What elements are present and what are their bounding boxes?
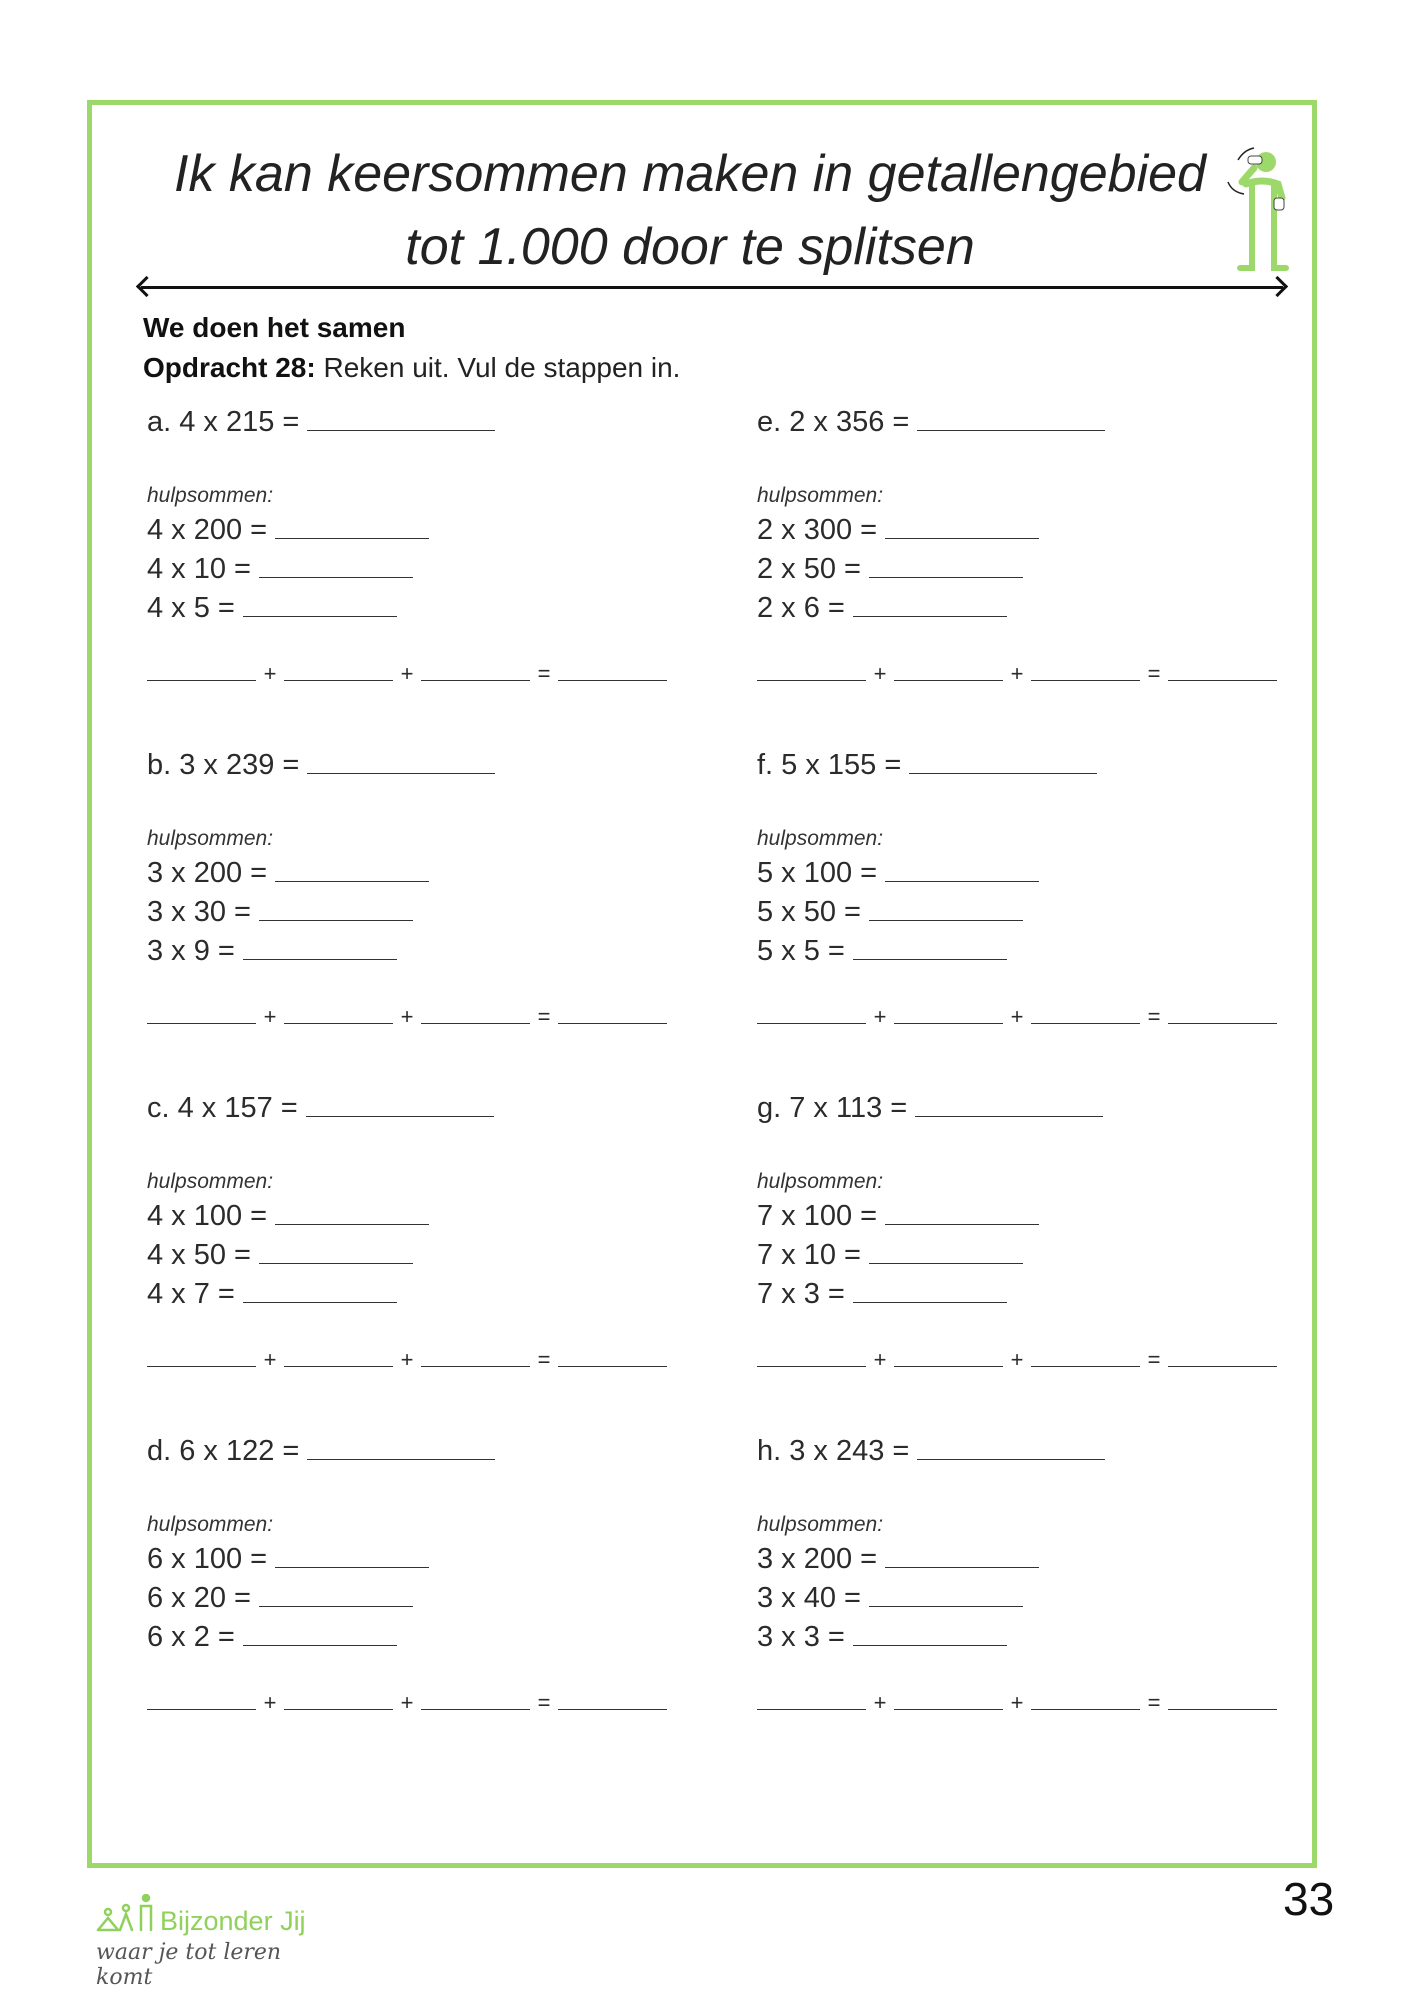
helper-step: [147, 553, 413, 586]
helper-label: hulpsommen:: [757, 1513, 884, 1536]
step-text: 6 x 2 =: [147, 1621, 235, 1653]
equals-sign: =: [1147, 1690, 1161, 1715]
step-answer-blank[interactable]: [275, 537, 429, 539]
helper-label: hulpsommen:: [147, 484, 274, 507]
problem-question: [757, 1435, 1105, 1468]
sum-blank[interactable]: [1031, 1365, 1140, 1367]
helper-label: hulpsommen:: [147, 1170, 274, 1193]
step-text: 3 x 30 =: [147, 896, 251, 928]
question-text: h. 3 x 243 =: [757, 1435, 910, 1467]
equals-sign: =: [537, 1347, 551, 1372]
helper-step: [147, 935, 397, 968]
step-answer-blank[interactable]: [885, 537, 1039, 539]
sum-blank[interactable]: [757, 1365, 866, 1367]
helper-step: [147, 1621, 397, 1654]
sum-blank[interactable]: [421, 1365, 530, 1367]
plus-sign: +: [263, 661, 277, 686]
helper-step: [757, 1621, 1007, 1654]
sum-blank[interactable]: [421, 1708, 530, 1710]
step-answer-blank[interactable]: [885, 1566, 1039, 1568]
step-answer-blank[interactable]: [869, 1605, 1023, 1607]
answer-blank[interactable]: [915, 1115, 1103, 1117]
helper-step: [757, 1200, 1039, 1233]
equals-sign: =: [1147, 1004, 1161, 1029]
sum-blank[interactable]: [284, 1022, 393, 1024]
problem-question: [147, 1092, 494, 1125]
helper-step: [147, 1200, 429, 1233]
helper-label: hulpsommen:: [757, 1170, 884, 1193]
step-text: 3 x 200 =: [147, 857, 268, 889]
step-answer-blank[interactable]: [275, 1566, 429, 1568]
step-answer-blank[interactable]: [275, 1223, 429, 1225]
helper-step: [147, 896, 413, 929]
step-answer-blank[interactable]: [869, 576, 1023, 578]
plus-sign: +: [873, 1347, 887, 1372]
helper-step: [757, 857, 1039, 890]
step-text: 5 x 100 =: [757, 857, 878, 889]
question-text: d. 6 x 122 =: [147, 1435, 300, 1467]
helper-step: [147, 1278, 397, 1311]
helper-step: [757, 896, 1023, 929]
sum-blank[interactable]: [894, 1365, 1003, 1367]
plus-sign: +: [400, 1004, 414, 1029]
question-text: f. 5 x 155 =: [757, 749, 902, 781]
total-blank[interactable]: [1168, 1365, 1277, 1367]
plus-sign: +: [263, 1347, 277, 1372]
sum-blank[interactable]: [284, 1708, 393, 1710]
assignment-label: Opdracht 28:: [143, 352, 316, 383]
total-blank[interactable]: [558, 1022, 667, 1024]
answer-blank[interactable]: [306, 1115, 494, 1117]
step-answer-blank[interactable]: [869, 919, 1023, 921]
plus-sign: +: [263, 1690, 277, 1715]
helper-step: [757, 1239, 1023, 1272]
total-blank[interactable]: [558, 1365, 667, 1367]
question-text: g. 7 x 113 =: [757, 1092, 908, 1124]
sum-line: [147, 1347, 667, 1373]
plus-sign: +: [1010, 661, 1024, 686]
problem-block: [145, 1092, 705, 1422]
helper-step: [757, 553, 1023, 586]
problem-block: [755, 1435, 1315, 1765]
plus-sign: +: [1010, 1347, 1024, 1372]
equals-sign: =: [537, 1004, 551, 1029]
answer-blank[interactable]: [909, 772, 1097, 774]
sum-blank[interactable]: [284, 1365, 393, 1367]
sum-blank[interactable]: [147, 679, 256, 681]
helper-step: [147, 1543, 429, 1576]
step-text: 5 x 50 =: [757, 896, 861, 928]
step-answer-blank[interactable]: [243, 1301, 397, 1303]
double-arrow-divider: [141, 286, 1283, 289]
answer-blank[interactable]: [917, 429, 1105, 431]
logo: [96, 1888, 326, 1990]
helper-label: hulpsommen:: [147, 827, 274, 850]
problem-question: [757, 1092, 1103, 1125]
plus-sign: +: [873, 1004, 887, 1029]
sum-line: [147, 1690, 667, 1716]
total-blank[interactable]: [1168, 1708, 1277, 1710]
step-text: 2 x 6 =: [757, 592, 845, 624]
step-answer-blank[interactable]: [243, 1644, 397, 1646]
sum-blank[interactable]: [1031, 1708, 1140, 1710]
plus-sign: +: [263, 1004, 277, 1029]
answer-blank[interactable]: [307, 1458, 495, 1460]
step-answer-blank[interactable]: [275, 880, 429, 882]
helper-step: [757, 935, 1007, 968]
answer-blank[interactable]: [307, 429, 495, 431]
problem-block: [755, 749, 1315, 1079]
sum-line: [757, 661, 1277, 687]
helper-step: [147, 1582, 413, 1615]
helper-step: [757, 592, 1007, 625]
plus-sign: +: [1010, 1004, 1024, 1029]
problem-question: [147, 406, 495, 439]
step-text: 6 x 20 =: [147, 1582, 251, 1614]
sum-line: [757, 1347, 1277, 1373]
plus-sign: +: [873, 661, 887, 686]
answer-blank[interactable]: [917, 1458, 1105, 1460]
step-answer-blank[interactable]: [259, 919, 413, 921]
helper-step: [147, 857, 429, 890]
problem-block: [145, 406, 705, 736]
sum-line: [147, 1004, 667, 1030]
step-text: 4 x 50 =: [147, 1239, 251, 1271]
step-answer-blank[interactable]: [885, 880, 1039, 882]
equals-sign: =: [537, 661, 551, 686]
helper-step: [757, 514, 1039, 547]
question-text: b. 3 x 239 =: [147, 749, 300, 781]
sum-blank[interactable]: [1031, 679, 1140, 681]
equals-sign: =: [1147, 661, 1161, 686]
problem-block: [145, 749, 705, 1079]
helper-step: [757, 1543, 1039, 1576]
step-text: 3 x 40 =: [757, 1582, 861, 1614]
helper-label: hulpsommen:: [147, 1513, 274, 1536]
section-heading: We doen het samen: [143, 312, 406, 343]
plus-sign: +: [400, 1347, 414, 1372]
step-text: 3 x 9 =: [147, 935, 235, 967]
sum-blank[interactable]: [1031, 1022, 1140, 1024]
step-text: 5 x 5 =: [757, 935, 845, 967]
plus-sign: +: [400, 661, 414, 686]
problem-question: [757, 406, 1105, 439]
helper-label: hulpsommen:: [757, 827, 884, 850]
step-text: 3 x 3 =: [757, 1621, 845, 1653]
step-answer-blank[interactable]: [259, 1605, 413, 1607]
sum-blank[interactable]: [894, 679, 1003, 681]
helper-step: [147, 514, 429, 547]
question-text: c. 4 x 157 =: [147, 1092, 298, 1124]
step-answer-blank[interactable]: [853, 1301, 1007, 1303]
sum-blank[interactable]: [147, 1708, 256, 1710]
logo-figures-icon: [96, 1894, 158, 1938]
sum-blank[interactable]: [421, 679, 530, 681]
problem-block: [145, 1435, 705, 1765]
logo-brand: Bijzonder Jij: [160, 1906, 306, 1936]
plus-sign: +: [400, 1690, 414, 1715]
title-line-2: tot 1.000 door te splitsen: [405, 218, 975, 276]
sum-blank[interactable]: [757, 1022, 866, 1024]
step-text: 7 x 3 =: [757, 1278, 845, 1310]
sum-blank[interactable]: [894, 1022, 1003, 1024]
problem-block: [755, 406, 1315, 736]
title-line-1: Ik kan keersommen maken in getallengebied: [174, 145, 1206, 203]
problem-block: [755, 1092, 1315, 1422]
step-answer-blank[interactable]: [853, 958, 1007, 960]
sum-blank[interactable]: [147, 1365, 256, 1367]
equals-sign: =: [1147, 1347, 1161, 1372]
sum-line: [147, 661, 667, 687]
step-answer-blank[interactable]: [869, 1262, 1023, 1264]
total-blank[interactable]: [1168, 1022, 1277, 1024]
step-text: 3 x 200 =: [757, 1543, 878, 1575]
helper-step: [147, 1239, 413, 1272]
step-answer-blank[interactable]: [259, 1262, 413, 1264]
step-answer-blank[interactable]: [853, 615, 1007, 617]
page-number: 33: [1283, 1873, 1335, 1925]
step-answer-blank[interactable]: [243, 958, 397, 960]
assignment-line: [143, 352, 680, 384]
assignment-instruction: Reken uit. Vul de stappen in.: [323, 352, 681, 383]
problem-question: [147, 749, 495, 782]
problem-question: [147, 1435, 495, 1468]
sum-blank[interactable]: [284, 679, 393, 681]
step-text: 7 x 10 =: [757, 1239, 861, 1271]
logo-tagline: waar je tot leren komt: [96, 1940, 282, 1990]
total-blank[interactable]: [1168, 679, 1277, 681]
total-blank[interactable]: [558, 679, 667, 681]
total-blank[interactable]: [558, 1708, 667, 1710]
plus-sign: +: [873, 1690, 887, 1715]
helper-step: [757, 1278, 1007, 1311]
sum-blank[interactable]: [147, 1022, 256, 1024]
step-text: 7 x 100 =: [757, 1200, 878, 1232]
answer-blank[interactable]: [307, 772, 495, 774]
helper-step: [147, 592, 397, 625]
step-text: 4 x 10 =: [147, 553, 251, 585]
helper-step: [757, 1582, 1023, 1615]
step-text: 2 x 50 =: [757, 553, 861, 585]
sum-blank[interactable]: [421, 1022, 530, 1024]
question-text: e. 2 x 356 =: [757, 406, 910, 438]
step-text: 4 x 5 =: [147, 592, 235, 624]
step-text: 4 x 200 =: [147, 514, 268, 546]
equals-sign: =: [537, 1690, 551, 1715]
sum-blank[interactable]: [757, 679, 866, 681]
step-answer-blank[interactable]: [243, 615, 397, 617]
step-answer-blank[interactable]: [259, 576, 413, 578]
sum-line: [757, 1004, 1277, 1030]
helper-label: hulpsommen:: [757, 484, 884, 507]
sum-blank[interactable]: [757, 1708, 866, 1710]
sum-blank[interactable]: [894, 1708, 1003, 1710]
step-text: 2 x 300 =: [757, 514, 878, 546]
sum-line: [757, 1690, 1277, 1716]
step-answer-blank[interactable]: [885, 1223, 1039, 1225]
question-text: a. 4 x 215 =: [147, 406, 300, 438]
step-text: 6 x 100 =: [147, 1543, 268, 1575]
step-text: 4 x 100 =: [147, 1200, 268, 1232]
thinking-figure-icon: [1222, 140, 1302, 280]
step-answer-blank[interactable]: [853, 1644, 1007, 1646]
plus-sign: +: [1010, 1690, 1024, 1715]
step-text: 4 x 7 =: [147, 1278, 235, 1310]
problem-question: [757, 749, 1097, 782]
